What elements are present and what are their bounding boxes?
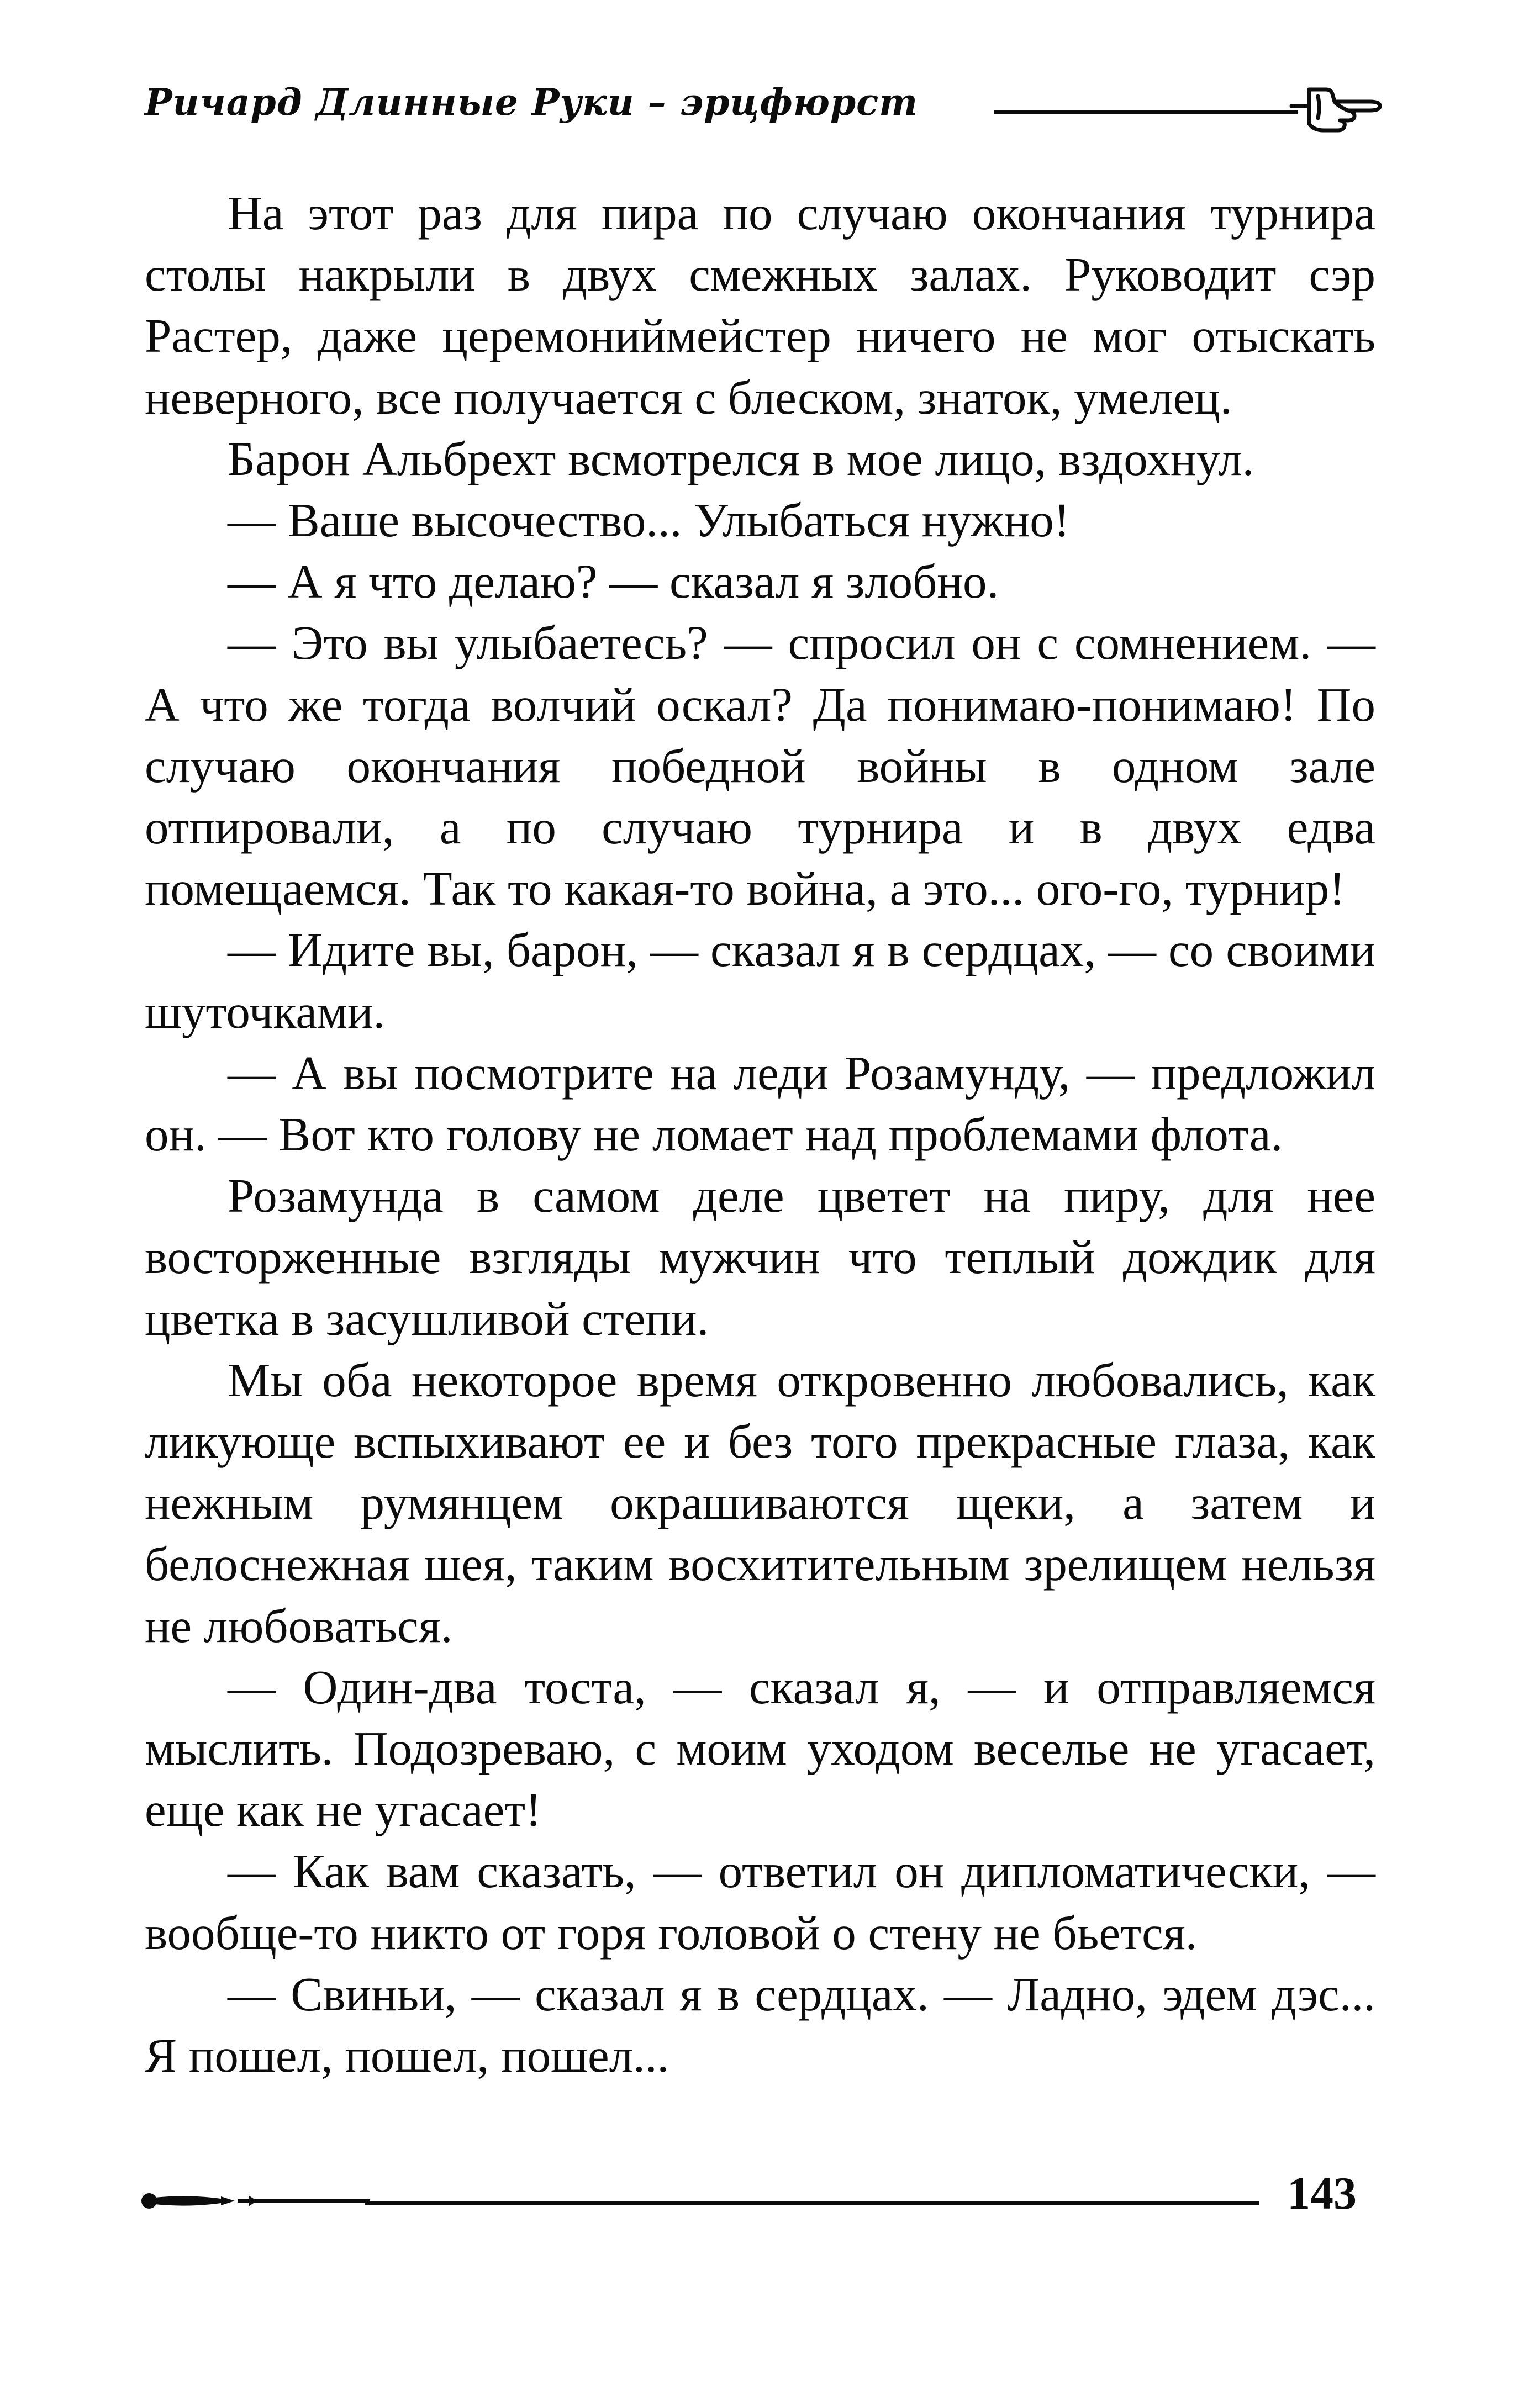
paragraph: Барон Альбрехт всмотрелся в мое лицо, вздохнул. — [228, 431, 1254, 485]
footer-ornament-icon — [138, 2190, 370, 2212]
paragraph: — А вы посмотрите на леди Розамунду, — предложил он. — Вот кто голову не ломает над проблемами флота. — [145, 1045, 1375, 1161]
paragraph: Розамунда в самом деле цветет на пиру, для нее восторженные взгляды мужчин что теплый дождик для цветка в засушливой степи. — [145, 1169, 1375, 1345]
paragraph: На этот раз для пира по случаю окончания турнира столы накрыли в двух смежных залах. Руководит сэр Растер, даже церемониймейстер ничего не мог отыскать неверного, все получается с блеском, знаток, умелец. — [145, 186, 1375, 424]
pointing-hand-icon — [1287, 73, 1386, 139]
page-number: 143 — [1287, 2168, 1357, 2219]
paragraph: — Как вам сказать, — ответил он дипломатически, — вообще-то никто от горя головой о стену не бьется. — [145, 1844, 1375, 1960]
paragraph: Мы оба некоторое время откровенно любовались, как ликующе вспыхивают ее и без того прекрасные глаза, как нежным румянцем окрашиваются щеки, а затем и белоснежная шея, таким восхитительным зрелищем нельзя не любоваться. — [145, 1353, 1375, 1652]
paragraph: — Идите вы, барон, — сказал я в сердцах, — со своими шуточками. — [145, 923, 1375, 1038]
footer-rule — [365, 2201, 1259, 2205]
paragraph: — Свиньи, — сказал я в сердцах. — Ладно, эдем дэс... Я пошел, пошел, пошел... — [145, 1967, 1375, 2083]
paragraph: — Ваше высочество... Улыбаться нужно! — [228, 493, 1070, 547]
running-head: Ричард Длинные Руки – эрцфюрст — [145, 81, 919, 124]
body-text — [145, 182, 1375, 2086]
paragraph: — Это вы улыбаетесь? — спросил он с сомнением. — А что же тогда волчий оскал? Да понимаю-понимаю! По случаю окончания победной войны в одном зале отпировали, а по случаю турнира и в двух едва помещаемся. Так то какая-то война, а это... ого-го, турнир! — [145, 616, 1375, 916]
paragraph: — А я что делаю? — сказал я злобно. — [228, 555, 999, 609]
header-rule — [994, 110, 1298, 114]
paragraph: — Один-два тоста, — сказал я, — и отправляемся мыслить. Подозреваю, с моим уходом веселье не угасает, еще как не угасает! — [145, 1660, 1375, 1837]
